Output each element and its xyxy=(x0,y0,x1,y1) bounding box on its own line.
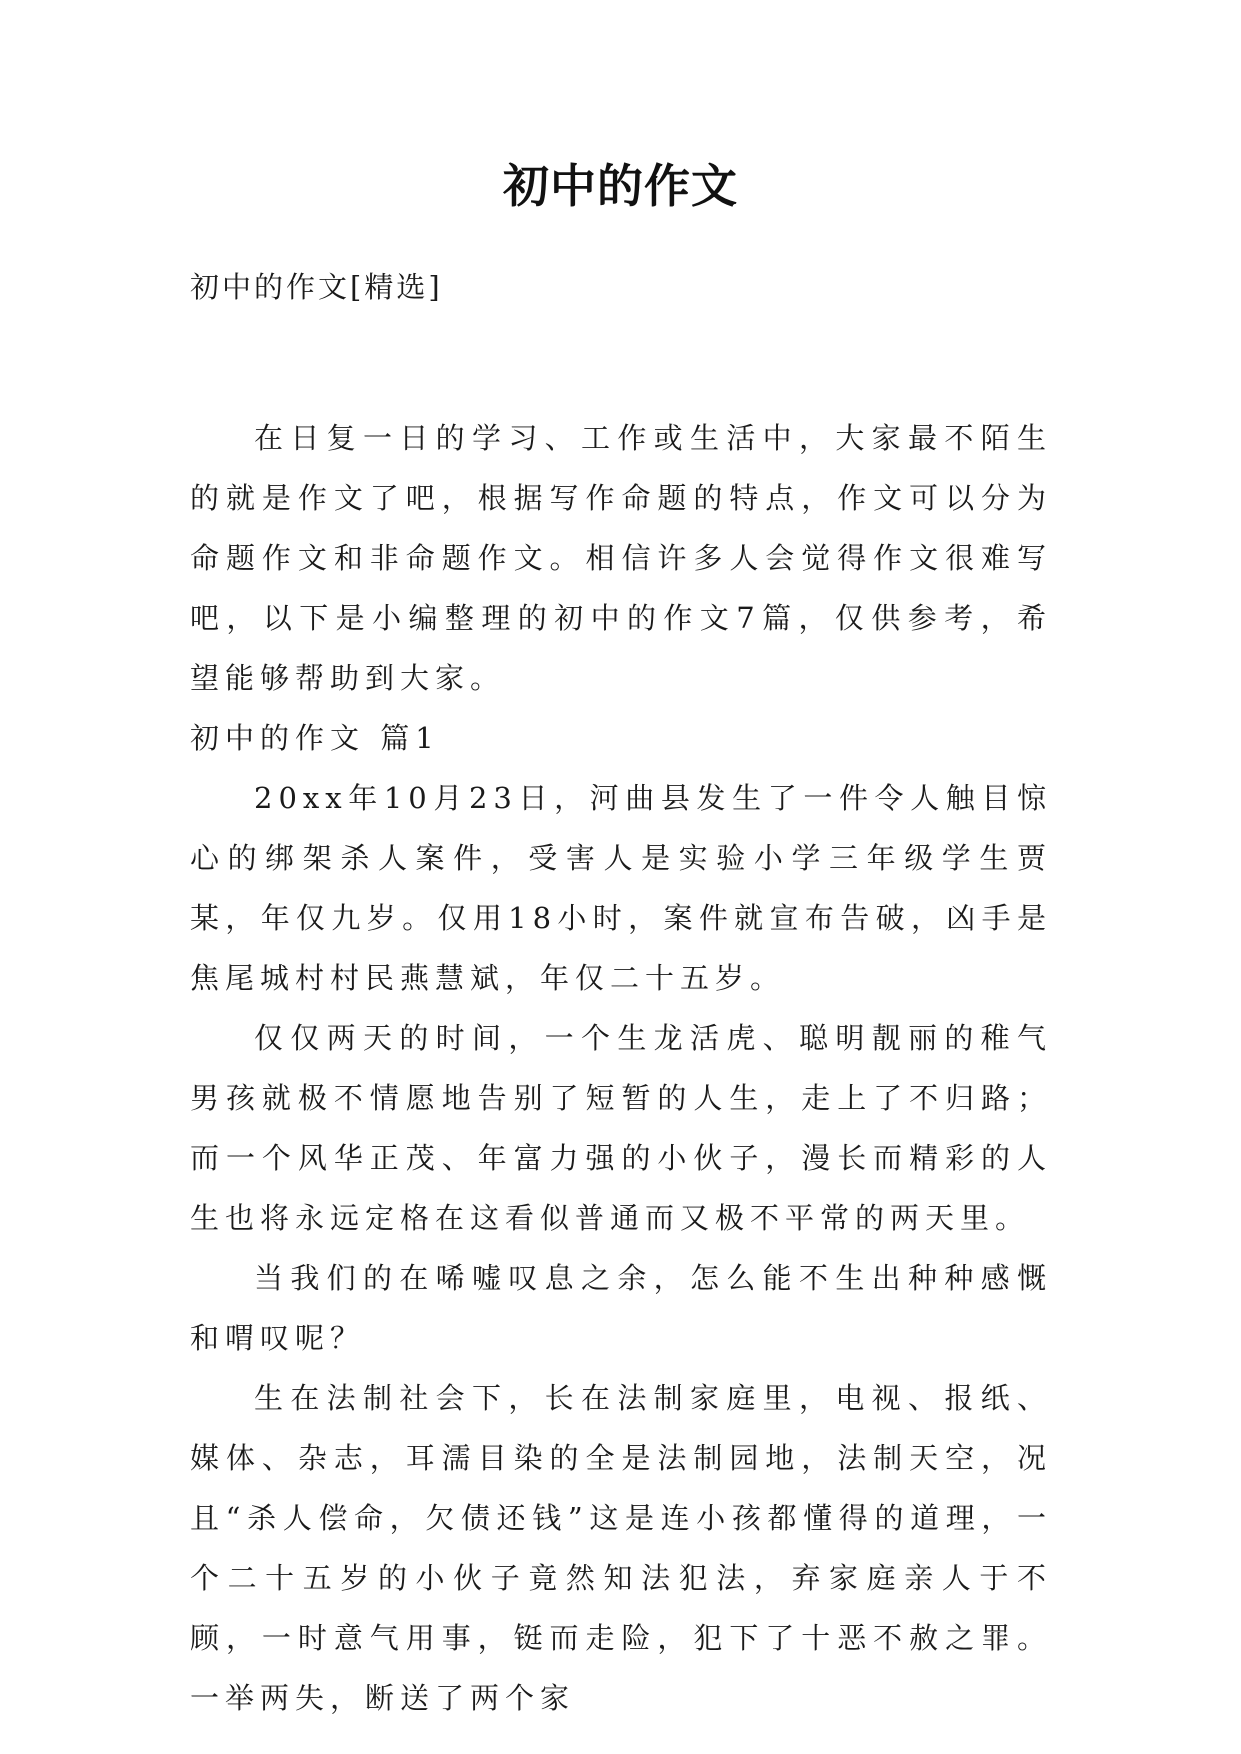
paragraph: 当我们的在唏嘘叹息之余，怎么能不生出种种感慨和喟叹呢？ xyxy=(190,1261,1052,1355)
paragraph: 20xx年10月23日，河曲县发生了一件令人触目惊心的绑架杀人案件，受害人是实验小学三年级学生贾某，年仅九岁。仅用18小时，案件就宣布告破，凶手是焦尾城村村民燕慧斌，年仅二十五岁。 xyxy=(190,781,1052,995)
document-body xyxy=(190,408,1052,1728)
section-heading: 初中的作文 篇1 xyxy=(190,721,440,755)
document-subtitle: 初中的作文[精选] xyxy=(190,270,443,304)
paragraph: 生在法制社会下，长在法制家庭里，电视、报纸、媒体、杂志，耳濡目染的全是法制园地，法制天空，况且“杀人偿命，欠债还钱”这是连小孩都懂得的道理，一个二十五岁的小伙子竟然知法犯法，弃家庭亲人于不顾，一时意气用事，铤而走险，犯下了十恶不赦之罪。一举两失，断送了两个家 xyxy=(190,1381,1052,1715)
paragraph: 仅仅两天的时间，一个生龙活虎、聪明靓丽的稚气男孩就极不情愿地告别了短暂的人生，走上了不归路；而一个风华正茂、年富力强的小伙子，漫长而精彩的人生也将永远定格在这看似普通而又极不平常的两天里。 xyxy=(190,1021,1052,1235)
document-title: 初中的作文 xyxy=(503,159,738,213)
paragraph-intro: 在日复一日的学习、工作或生活中，大家最不陌生的就是作文了吧，根据写作命题的特点，作文可以分为命题作文和非命题作文。相信许多人会觉得作文很难写吧，以下是小编整理的初中的作文7篇，仅供参考，希望能够帮助到大家。 xyxy=(190,421,1052,695)
